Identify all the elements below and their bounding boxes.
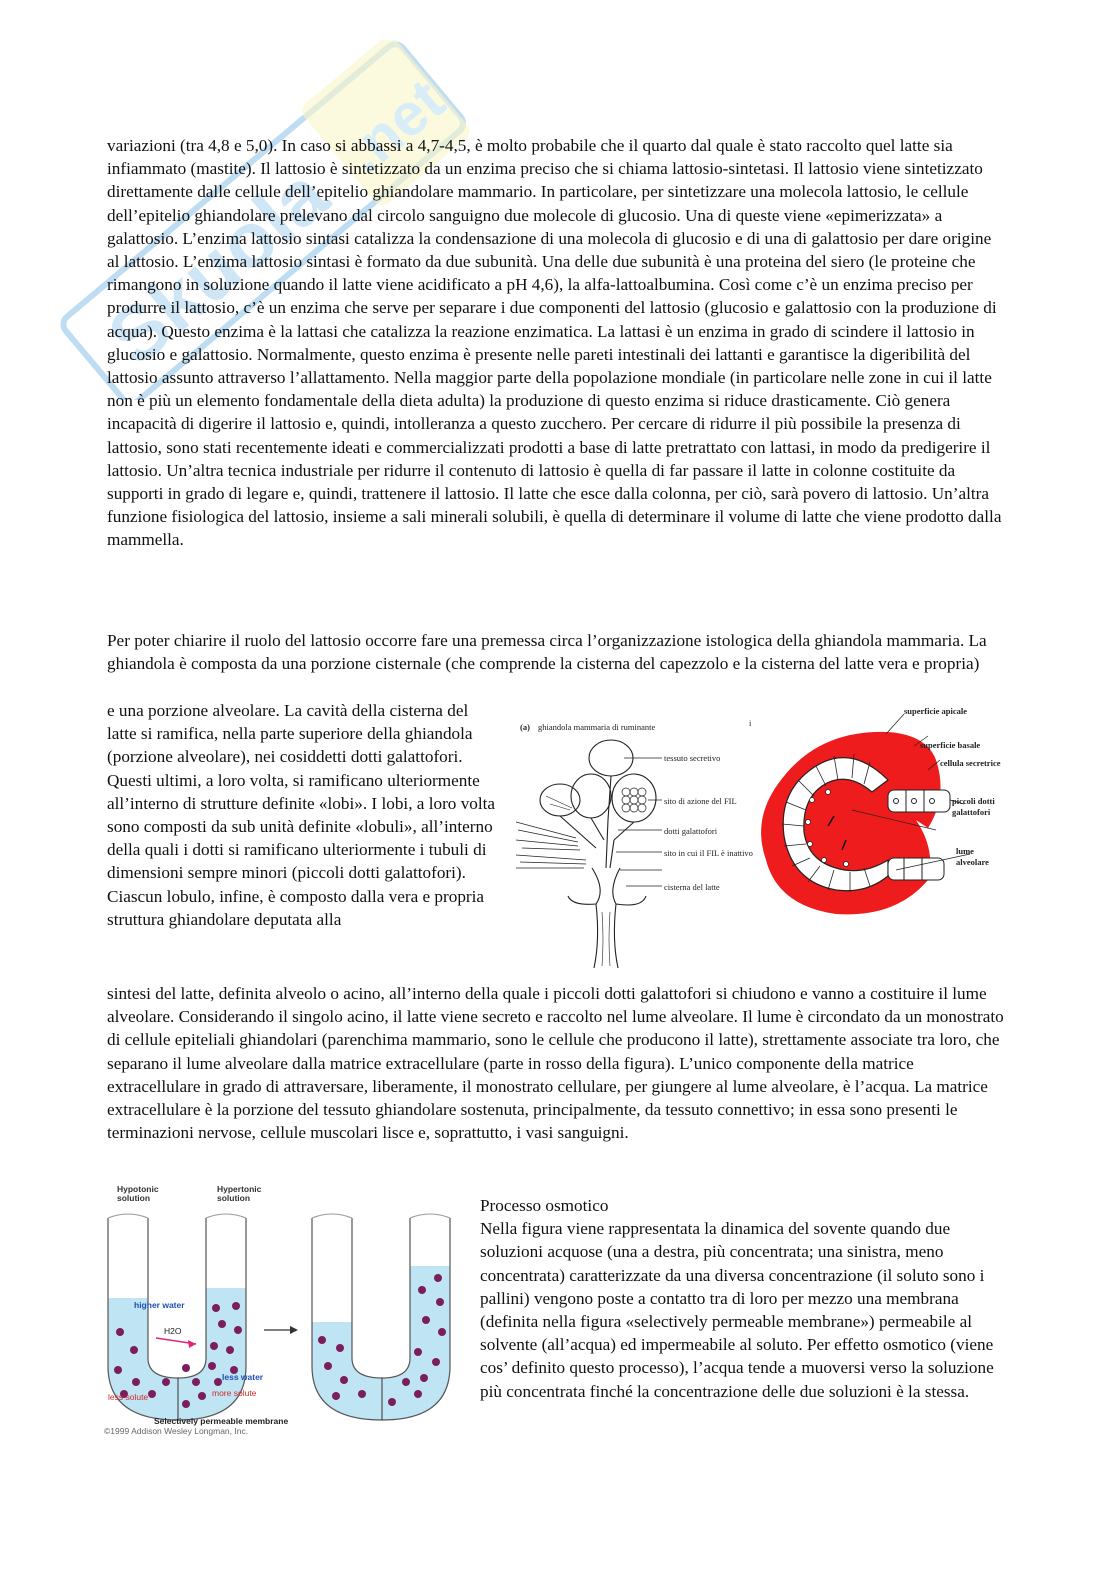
label-membrane: Selectively permeable membrane: [154, 1416, 289, 1426]
histology-narrow-text: e una porzione alveolare. La cavità della cisterna del latte si ramifica, nella parte superiore della ghiandola (porzione alveolare), nei cosiddetti dotti galattofori. Questi ultimi, a loro volta, si ramificano ulteriormente all’interno di strutture definite «lobi». I lobi, a loro volta sono composti da sub unità definite «lobuli», all’interno della quali i dotti si ramificano ulteriormente i tubuli di dimensioni sempre minori (piccoli dotti galattofori). Ciascun lobulo, infine, è composto dalla vera e propria struttura ghiandolare deputata alla: [107, 701, 496, 929]
label-more-solute: more solute: [212, 1388, 257, 1398]
main-paragraph: [107, 134, 1007, 552]
label-hypertonic-2: solution: [217, 1193, 251, 1203]
label-small-ducts-2: galattofori: [952, 807, 991, 817]
histology-continued: sintesi del latte, definita alveolo o acino, all’interno della quale i piccoli dotti galattofori si chiudono e vanno a costituire il lume alveolare. Considerando il singolo acino, il latte viene secreto e raccolto nel lume alveolare. Il lume è circondato da un monostrato di cellule epiteliali ghiandolari (parenchima mammario, sono le cellule che producono il latte), strettamente associate tra loro, che separano il lume alveolare dalla matrice extracellulare (parte in rosso della figura). L’unico componente della matrice extracellulare in grado di attraversare, liberamente, il monostrato cellulare, per giungere al lume alveolare, è l’acqua. La matrice extracellulare è la porzione del tessuto ghiandolare sostenuta, principalmente, da tessuto connettivo; in essa sono presenti le terminazioni nervose, cellule muscolari lisce e, soprattutto, i vasi sanguigni.: [107, 984, 1004, 1143]
label-lumen-1: lume: [956, 846, 974, 856]
label-apical-surface: superficie apicale: [904, 706, 968, 716]
paragraph-main: variazioni (tra 4,8 e 5,0). In caso si abbassi a 4,7-4,5, è molto probabile che il quarto dal quale è stato raccolto quel latte sia infiammato (mastite). Il lattosio è sintetizzato da un enzima preciso che si chiama lattosio-sintetasi. Il lattosio viene sintetizzato direttamente dalle cellule dell’epitelio ghiandolare mammario. In particolare, per sintetizzare una molecola lattosio, le cellule dell’epitelio ghiandolare prelevano dal circolo sanguigno due molecole di glucosio. Una di queste viene «epimerizzata» a galattosio. L’enzima lattosio sintasi catalizza la condensazione di una molecola di glucosio e di una di galattosio per dare origine al lattosio. L’enzima lattosio sintasi è formato da due subunità. Una delle due subunità è una proteina del siero (le proteine che rimangono in soluzione quando il latte viene acidificato a pH 4,6), la alfa-lattoalbumina. Così come c’è un enzima preciso per produrre il lattosio, c’è un enzima che serve per separare i due componenti del lattosio (glucosio e galattosio con la produzione di acqua). Questo enzima è la lattasi che catalizza la reazione enzimatica. La lattasi è un enzima in grado di scindere il lattosio in glucosio e galattosio. Normalmente, questo enzima è presente nelle pareti intestinali dei lattanti e garantisce la digeribilità del lattosio assunto attraverso l’allattamento. Nella maggior parte della popolazione mondiale (in particolare nelle zone in cui il latte non è più un elemento fondamentale della dieta adulta) la produzione di questo enzima si riduce drasticamente. Ciò genera incapacità di digerire il lattosio e, quindi, intolleranza a questo zucchero. Per cercare di ridurre il più possibile la presenza di lattosio, sono stati recentemente ideati e commercializzati prodotti a base di latte pretrattato con lattasi, in modo da predigerire il lattosio. Un’altra tecnica industriale per ridurre il contenuto di lattosio è quella di far passare il latte in colonne costituite da supporti in grado di legare e, quindi, trattenere il lattosio. Il latte che esce dalla colonna, per ciò, sarà povero di lattosio. Un’altra funzione fisiologica del lattosio, insieme a sali minerali solubili, è quella di determinare il volume di latte che viene prodotto dalla mammella.: [107, 136, 1002, 550]
panel-tag: (a): [520, 722, 530, 732]
label-h2o: H2O: [164, 1326, 182, 1336]
label-secretory-cell: cellula secretrice: [940, 758, 1001, 768]
watermark-text: Skuola: [91, 150, 344, 382]
mammary-gland-figure: [516, 700, 1016, 972]
osmosis-title: Processo osmotico: [480, 1196, 609, 1215]
label-milk-cistern: cisterna del latte: [664, 882, 720, 892]
label-small-ducts-1: piccoli dotti: [952, 796, 995, 806]
label-less-solute: less solute: [108, 1392, 149, 1402]
label-fil-inactive: sito in cui il FIL è inattivo: [664, 848, 753, 858]
svg-text:.net: .net: [332, 66, 457, 187]
label-copyright: ©1999 Addison Wesley Longman, Inc.: [104, 1426, 249, 1436]
label-lumen-2: alveolare: [956, 857, 989, 867]
histology-intro: Per poter chiarire il ruolo del lattosio occorre fare una premessa circa l’organizzazione istologica della ghiandola mammaria. La ghiandola è composta da una porzione cisternale (che comprende la cisterna del capezzolo e la cisterna del latte vera e propria): [107, 631, 987, 674]
panel-b-tag: i: [749, 718, 752, 728]
label-basal-surface: superficie basale: [920, 740, 981, 750]
transition-arrow: [264, 1326, 298, 1334]
label-hypotonic-1: Hypotonic: [117, 1184, 159, 1194]
label-higher-water: higher water: [134, 1300, 185, 1310]
gland-drawing: [516, 740, 662, 968]
label-ducts: dotti galattofori: [664, 826, 718, 836]
label-secretory-tissue: tessuto secretivo: [664, 753, 721, 763]
label-less-water: less water: [222, 1372, 264, 1382]
label-hypotonic-2: solution: [117, 1193, 151, 1203]
osmosis-figure: [100, 1182, 470, 1442]
osmosis-section: [480, 1194, 1010, 1403]
label-fil-site: sito di azione del FIL: [664, 796, 737, 806]
osmosis-paragraph: Nella figura viene rappresentata la dinamica del sovente quando due soluzioni acquose (una a destra, più concentrata; una sinistra, meno concentrata) caratterizzate da una diversa concentrazione (il soluto sono i pallini) vengono poste a contatto tra di loro per mezzo una membrana (definita nella figura «selectively permeable membrane») permeabile al solvente (all’acqua) ed impermeabile al soluto. Per effetto osmotico (viene cos’ definito questo processo), l’acqua tende a muoversi verso la soluzione più concentrata finché la concentrazione delle due soluzioni è la stessa.: [480, 1219, 994, 1401]
label-hypertonic-1: Hypertonic: [217, 1184, 262, 1194]
u-tube-after: [312, 1214, 450, 1420]
figure-title: ghiandola mammaria di ruminante: [538, 722, 656, 732]
